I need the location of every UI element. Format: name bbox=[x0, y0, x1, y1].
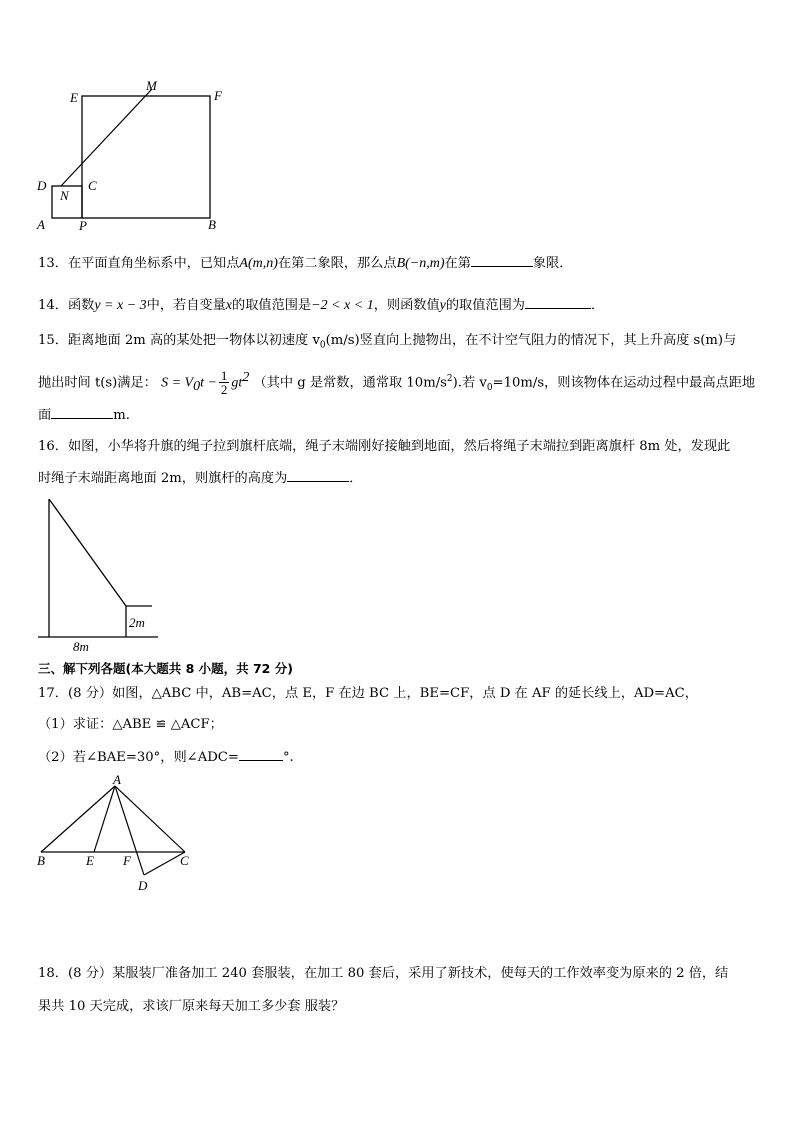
q15-formula-sup: 2 bbox=[242, 370, 250, 385]
label-e: E bbox=[70, 90, 78, 105]
q14-text-6: ． bbox=[590, 298, 605, 313]
label-b: B bbox=[37, 853, 45, 868]
q17-answer-blank[interactable] bbox=[239, 747, 283, 761]
q14-answer-blank[interactable] bbox=[525, 295, 591, 309]
q15-line2-text-d: =10m/s，则该物体在运动过程中最高点距地 bbox=[492, 375, 756, 391]
q15-line1-text: 距离地面 2m 高的某处把一物体以初速度 v bbox=[67, 333, 320, 348]
question-14 bbox=[38, 295, 768, 316]
flagpole-figure bbox=[30, 495, 170, 657]
q14-range: −2 < x < 1 bbox=[311, 298, 374, 313]
question-18-line-1 bbox=[38, 964, 768, 984]
q18-line1-text: 18．(8 分）某服装厂准备加工 240 套服装，在加工 80 套后，采用了新技术，使每天的工作效率变为原来的 2 倍，结 bbox=[38, 966, 729, 981]
rectangle-pefb bbox=[82, 96, 210, 218]
q17-part1-text: （1）求证：△ABE ≌ △ACF； bbox=[38, 717, 223, 732]
label-a: A bbox=[37, 217, 45, 232]
question-17-part-2 bbox=[38, 747, 768, 768]
label-n: N bbox=[60, 188, 69, 203]
q16-line1-text: 如图，小华将升旗的绳子拉到旗杆底端，绳子末端刚好接触到地面，然后将绳子末端拉到距离旗杆 8m 处，发现此 bbox=[67, 439, 731, 454]
q16-number: 16． bbox=[38, 439, 68, 454]
q14-text-3: 的取值范围是 bbox=[232, 298, 312, 313]
q13-answer-blank[interactable] bbox=[471, 253, 533, 267]
q14-function: y = x − 3 bbox=[94, 298, 147, 313]
label-p: P bbox=[79, 218, 87, 233]
q15-formula-rhs: gt bbox=[231, 375, 243, 391]
q17-part2-text-a: （2）若∠BAE=30°，则∠ADC= bbox=[38, 750, 239, 765]
q15-fraction-numerator: 1 bbox=[220, 368, 228, 384]
question-16-line-2 bbox=[38, 468, 768, 489]
q14-y-variable: y bbox=[439, 298, 446, 313]
question-17-line-1 bbox=[38, 684, 768, 704]
q15-fraction-denominator: 2 bbox=[220, 382, 228, 398]
q15-number: 15． bbox=[38, 333, 68, 348]
question-18-line-2 bbox=[38, 997, 768, 1017]
label-f: F bbox=[123, 853, 131, 868]
q15-formula-sub: 0 bbox=[193, 379, 201, 395]
q15-line1-sub: 0 bbox=[319, 340, 326, 351]
q15-line2-sub: 0 bbox=[486, 383, 493, 394]
q13-number: 13． bbox=[38, 256, 68, 271]
question-16-line-1 bbox=[38, 437, 768, 457]
question-15-line-3 bbox=[38, 405, 768, 426]
label-2m: 2m bbox=[129, 615, 145, 630]
q18-line2-text: 果共 10 天完成，求该厂原来每天加工多少套 服装？ bbox=[38, 999, 345, 1014]
label-b: B bbox=[208, 217, 216, 232]
question-15-line-2 bbox=[38, 365, 768, 401]
triangle-figure bbox=[30, 772, 205, 897]
label-c: C bbox=[180, 853, 189, 868]
section-3-header: 三、解下列各题(本大题共 8 小题，共 72 分) bbox=[38, 661, 293, 676]
q15-line1-text-b: (m/s)竖直向上抛物出，在不计空气阻力的情况下，其上升高度 s(m)与 bbox=[325, 333, 737, 348]
q15-line2-text-c: ).若 v bbox=[452, 375, 487, 391]
segment-dc bbox=[144, 852, 185, 875]
q16-line2-text-a: 时绳子末端距离地面 2m，则旗杆的高度为 bbox=[38, 471, 288, 486]
q13-point-b: B(−n,m) bbox=[396, 256, 445, 271]
q13-text-4: 象限． bbox=[532, 256, 573, 271]
q15-formula-lhs: S = V bbox=[161, 375, 194, 391]
q14-text-2: 中，若自变量 bbox=[146, 298, 226, 313]
q14-text-5: 的取值范围为 bbox=[445, 298, 525, 313]
rectangle-figure bbox=[30, 78, 240, 238]
q14-text-1: 函数 bbox=[67, 298, 95, 313]
label-m: M bbox=[146, 78, 157, 93]
rope bbox=[49, 499, 126, 606]
q14-variable: x bbox=[225, 298, 233, 313]
q15-line2-text-a: 抛出时间 t(s)满足： bbox=[38, 375, 157, 391]
q15-line3-text-b: m. bbox=[113, 408, 130, 423]
label-8m: 8m bbox=[73, 639, 89, 654]
question-17-part-1 bbox=[38, 715, 768, 735]
label-e: E bbox=[86, 853, 94, 868]
q15-formula-mid: t − bbox=[200, 375, 217, 391]
label-d: D bbox=[37, 178, 47, 193]
label-a: A bbox=[113, 772, 121, 787]
q17-part2-text-b: °. bbox=[282, 750, 294, 765]
q17-line1-text: 17．(8 分）如图，△ABC 中，AB=AC，点 E，F 在边 BC 上，BE=CF，点 D 在 AF 的延长线上，AD=AC， bbox=[38, 686, 698, 701]
q14-number: 14． bbox=[38, 298, 68, 313]
q14-text-4: ，则函数值 bbox=[373, 298, 440, 313]
q15-fraction bbox=[219, 369, 230, 396]
q13-text-3: 在第 bbox=[444, 256, 471, 271]
label-d: D bbox=[138, 878, 148, 893]
q15-line2-sup: 2 bbox=[446, 374, 453, 384]
label-c: C bbox=[88, 178, 97, 193]
q15-line3-text-a: 面 bbox=[38, 408, 52, 423]
label-f: F bbox=[214, 88, 222, 103]
question-13 bbox=[38, 253, 768, 274]
q15-answer-blank[interactable] bbox=[51, 405, 113, 419]
q13-point-a: A(m,n) bbox=[239, 256, 278, 271]
q13-text-2: 在第二象限，那么点 bbox=[277, 256, 397, 271]
question-15-line-1 bbox=[38, 331, 768, 356]
q16-line2-text-b: ． bbox=[349, 471, 363, 486]
q16-answer-blank[interactable] bbox=[287, 468, 349, 482]
q15-line2-text-b: （其中 g 是常数，通常取 10m/s bbox=[253, 375, 447, 391]
q13-text-1: 在平面直角坐标系中，已知点 bbox=[67, 256, 240, 271]
